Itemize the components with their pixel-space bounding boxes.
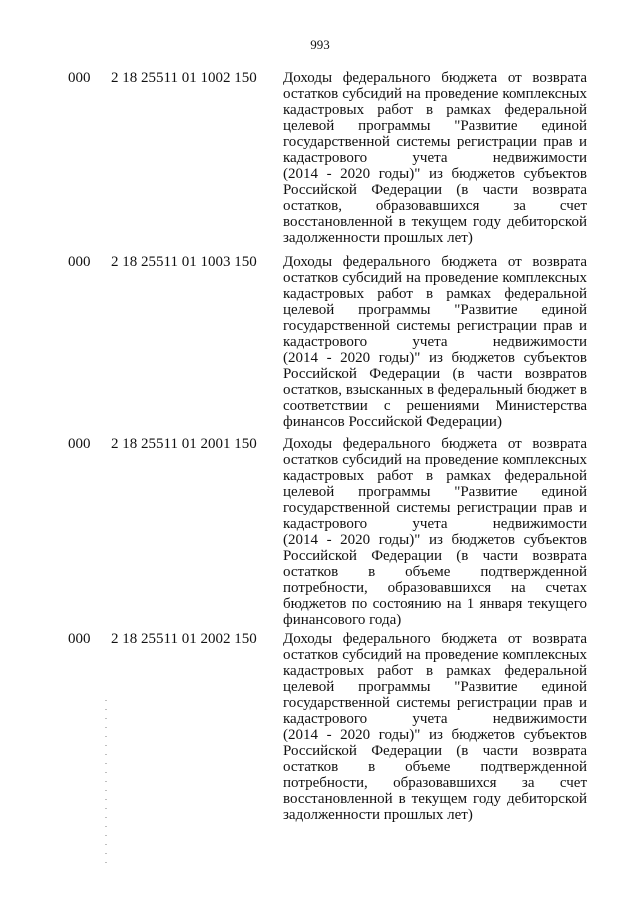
description-line: кадастровых работ в рамках федеральной	[283, 102, 587, 118]
description-line: остатков в объеме подтвержденной	[283, 564, 587, 580]
description-line: Доходы федерального бюджета от возврата	[283, 436, 587, 452]
description-line: Российской Федерации (в части возврата	[283, 743, 587, 759]
kbk-code: 2 18 25511 01 1002 150	[111, 70, 257, 86]
description-line: восстановленной в текущем году дебиторской	[283, 214, 587, 230]
description-line: потребности, образовавшихся на счетах	[283, 580, 587, 596]
description-line: остатков субсидий на проведение комплексных	[283, 452, 587, 468]
description-line: государственной системы регистрации прав и	[283, 318, 587, 334]
admin-code: 000	[68, 254, 91, 270]
description-line: (2014 - 2020 годы)" из бюджетов субъектов	[283, 166, 587, 182]
page-number: 993	[310, 37, 330, 52]
description-line: кадастровых работ в рамках федеральной	[283, 468, 587, 484]
description-line: задолженности прошлых лет)	[283, 807, 473, 823]
description-line: Доходы федерального бюджета от возврата	[283, 631, 587, 647]
admin-code: 000	[68, 631, 91, 647]
description-line: Российской Федерации (в части возвратов	[283, 366, 587, 382]
description-line: бюджетов по состоянию на 1 января текущего	[283, 596, 587, 612]
description-line: кадастрового учета недвижимости	[283, 334, 587, 350]
entry-description	[283, 631, 587, 823]
description-line: кадастрового учета недвижимости	[283, 711, 587, 727]
description-line: восстановленной в текущем году дебиторской	[283, 791, 587, 807]
description-line: целевой программы "Развитие единой	[283, 302, 587, 318]
description-line: остатков субсидий на проведение комплексных	[283, 86, 587, 102]
description-line: кадастровых работ в рамках федеральной	[283, 286, 587, 302]
description-line: целевой программы "Развитие единой	[283, 679, 587, 695]
entry-description	[283, 436, 587, 628]
description-line: целевой программы "Развитие единой	[283, 118, 587, 134]
description-line: остатков, взысканных в федеральный бюджет в	[283, 382, 587, 398]
kbk-code: 2 18 25511 01 2001 150	[111, 436, 257, 452]
admin-code: 000	[68, 70, 91, 86]
description-line: государственной системы регистрации прав и	[283, 134, 587, 150]
entry-description	[283, 70, 587, 246]
entry-description	[283, 254, 587, 430]
description-line: потребности, образовавшихся за счет	[283, 775, 587, 791]
description-line: (2014 - 2020 годы)" из бюджетов субъектов	[283, 727, 587, 743]
scan-artifact	[105, 700, 107, 870]
description-line: государственной системы регистрации прав и	[283, 695, 587, 711]
description-line: соответствии с решениями Министерства	[283, 398, 587, 414]
kbk-code: 2 18 25511 01 1003 150	[111, 254, 257, 270]
description-line: (2014 - 2020 годы)" из бюджетов субъектов	[283, 350, 587, 366]
admin-code: 000	[68, 436, 91, 452]
description-line: задолженности прошлых лет)	[283, 230, 473, 246]
description-line: остатков субсидий на проведение комплексных	[283, 647, 587, 663]
description-line: государственной системы регистрации прав и	[283, 500, 587, 516]
description-line: финансового года)	[283, 612, 402, 628]
description-line: остатков, образовавшихся за счет	[283, 198, 587, 214]
description-line: остатков субсидий на проведение комплексных	[283, 270, 587, 286]
description-line: остатков в объеме подтвержденной	[283, 759, 587, 775]
description-line: целевой программы "Развитие единой	[283, 484, 587, 500]
kbk-code: 2 18 25511 01 2002 150	[111, 631, 257, 647]
description-line: кадастровых работ в рамках федеральной	[283, 663, 587, 679]
description-line: финансов Российской Федерации)	[283, 414, 502, 430]
description-line: Российской Федерации (в части возврата	[283, 548, 587, 564]
description-line: Российской Федерации (в части возврата	[283, 182, 587, 198]
description-line: Доходы федерального бюджета от возврата	[283, 254, 587, 270]
description-line: Доходы федерального бюджета от возврата	[283, 70, 587, 86]
description-line: (2014 - 2020 годы)" из бюджетов субъектов	[283, 532, 587, 548]
description-line: кадастрового учета недвижимости	[283, 516, 587, 532]
description-line: кадастрового учета недвижимости	[283, 150, 587, 166]
